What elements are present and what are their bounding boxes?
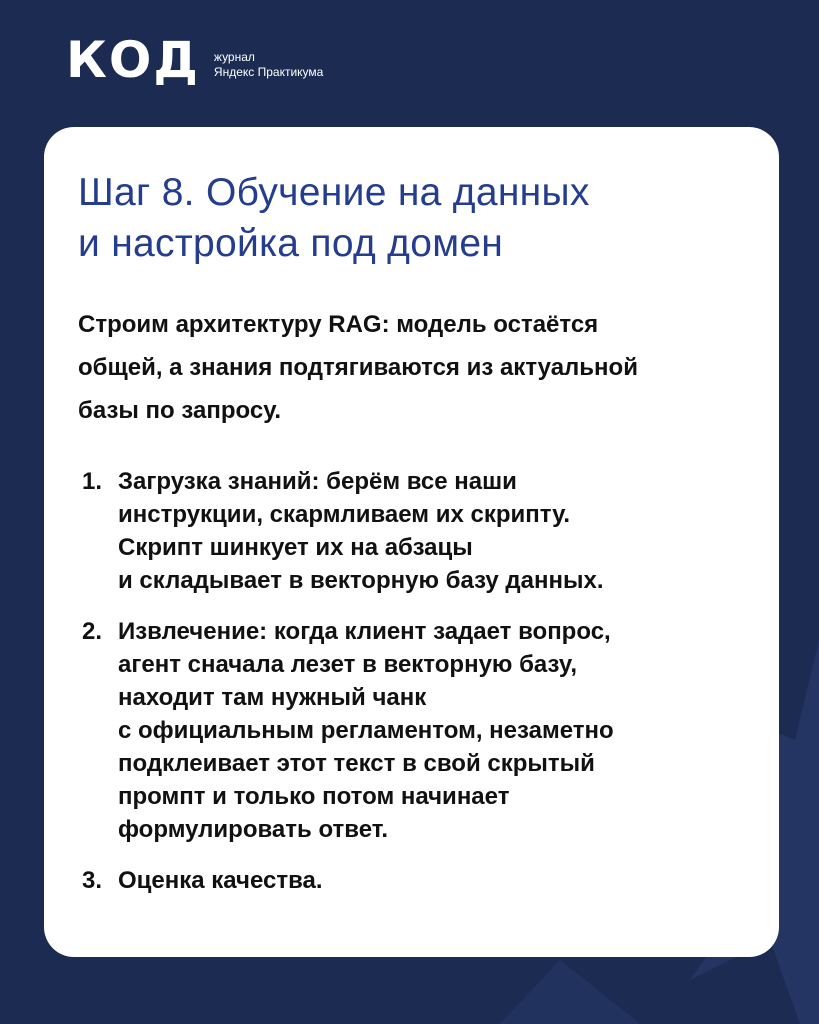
card-title-line: и настройка под домен: [78, 222, 504, 265]
header: [66, 30, 323, 90]
step-line: находит там нужный чанк: [118, 684, 427, 711]
content-card: [44, 127, 779, 957]
step-line: с официальным регламентом, незаметно: [118, 717, 614, 744]
step-number: 1.: [82, 468, 103, 495]
logo-subtitle-line-2: Яндекс Практикума: [213, 65, 324, 79]
card-title: [78, 167, 590, 269]
intro-line: общей, а знания подтягиваются из актуальной: [78, 354, 638, 381]
intro-line: Строим архитектуру RAG: модель остаётся: [78, 311, 599, 338]
step-line: Оценка качества.: [118, 867, 323, 894]
intro-line: базы по запросу.: [78, 397, 282, 424]
step-line: и складывает в векторную базу данных.: [118, 567, 604, 594]
step-item-2: [82, 615, 614, 846]
step-line: инструкции, скармливаем их скрипту.: [118, 501, 570, 528]
step-text: [118, 615, 614, 846]
logo-subtitle-line-1: журнал: [213, 50, 255, 64]
step-line: агент сначала лезет в векторную базу,: [118, 651, 578, 678]
step-line: подклеивает этот текст в свой скрытый: [118, 750, 595, 777]
step-line: промпт и только потом начинает: [118, 783, 510, 810]
step-text: [118, 864, 323, 897]
step-text: [118, 465, 604, 597]
steps-list: [82, 465, 614, 915]
logo-subtitle: [214, 50, 323, 80]
step-line: формулировать ответ.: [118, 816, 389, 843]
step-number: 3.: [82, 867, 103, 894]
logo-wordmark: КОД: [66, 31, 200, 89]
step-number: 2.: [82, 618, 103, 645]
step-line: Извлечение: когда клиент задает вопрос,: [118, 618, 611, 645]
step-item-3: [82, 864, 614, 897]
step-line: Загрузка знаний: берём все наши: [118, 468, 517, 495]
card-title-line: Шаг 8. Обучение на данных: [78, 171, 590, 214]
step-line: Скрипт шинкует их на абзацы: [118, 534, 473, 561]
step-item-1: [82, 465, 614, 597]
intro-paragraph: [78, 303, 638, 432]
